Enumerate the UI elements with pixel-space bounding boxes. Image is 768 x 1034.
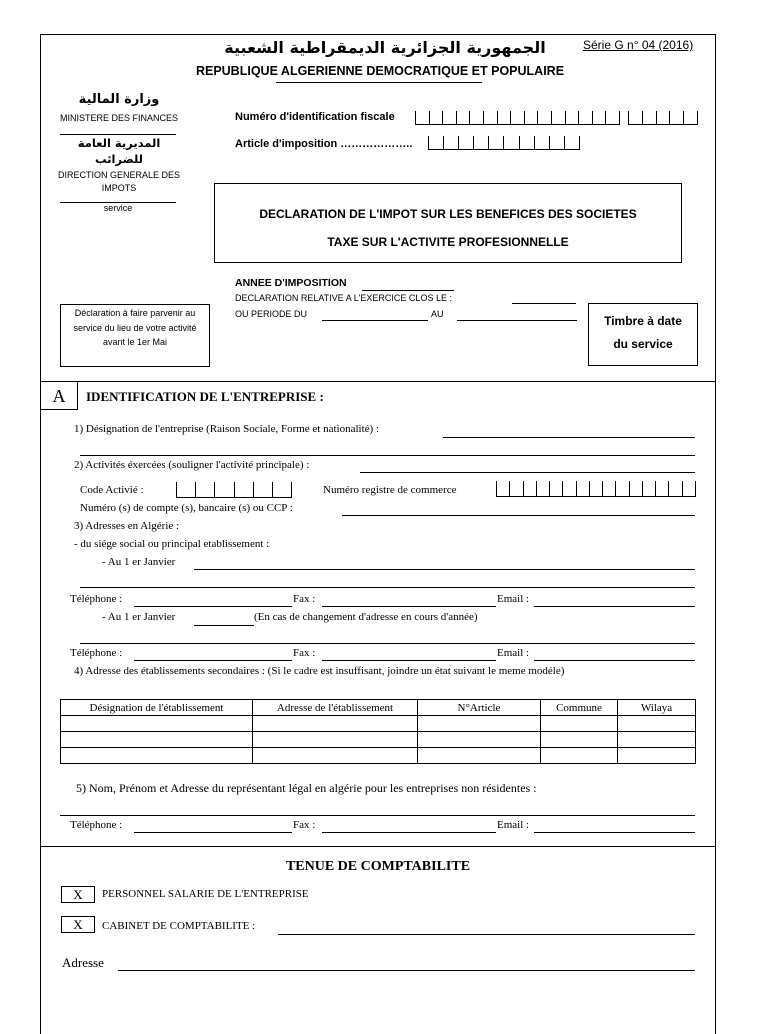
declaration-subtitle: TAXE SUR L'ACTIVITE PROFESIONNELLE [327, 235, 569, 249]
fax-field-2[interactable] [322, 660, 496, 661]
arabic-direction: المديرية العامة للضرائب [77, 136, 161, 166]
compte-field[interactable] [342, 515, 695, 516]
direction-label: DIRECTION GENERALE DES IMPOTS [57, 170, 181, 193]
adresse-label: Adresse [62, 955, 104, 970]
fax-label-1: Fax : [293, 593, 316, 605]
declaration-title-box [214, 183, 682, 263]
q5-label: 5) Nom, Prénom et Adresse du représentant légal en algérie pour les entreprises non résidentes : [76, 781, 537, 795]
q1-field-continued[interactable] [80, 455, 695, 456]
republic-title: REPUBLIQUE ALGERIENNE DEMOCRATIQUE ET POPULAIRE [195, 64, 565, 78]
series-label: Série G n° 04 (2016) [583, 38, 694, 52]
email-label-3: Email : [497, 819, 530, 831]
q2-label: 2) Activités éxercées (souligner l'activité principale) : [74, 459, 310, 471]
table-row[interactable] [61, 732, 696, 748]
table-row[interactable] [61, 748, 696, 764]
notice-text: Déclaration à faire parvenir au service du lieu de votre activité avant le 1er Mai [73, 308, 197, 347]
adresse-field[interactable] [118, 970, 695, 971]
siege-janvier-label: - Au 1 er Janvier [102, 556, 176, 568]
tenue-title: TENUE DE COMPTABILITE [285, 859, 471, 874]
cabinet-label: CABINET DE COMPTABILITE : [102, 920, 256, 932]
changement-janvier-label: - Au 1 er Janvier [102, 611, 176, 623]
telephone-label-3: Téléphone : [70, 819, 123, 831]
email-label-2: Email : [497, 647, 530, 659]
email-label-1: Email : [497, 593, 530, 605]
au-label: AU [431, 309, 444, 319]
col-wilaya-header: Wilaya [618, 700, 696, 716]
fax-field-1[interactable] [322, 606, 496, 607]
changement-date-field[interactable] [194, 625, 254, 626]
q4-label: 4) Adresse des établissements secondaires : (Si le cadre est insuffisant, joindre un état suivant le meme modéle) [74, 665, 565, 677]
registre-comb[interactable] [496, 481, 696, 497]
republic-underline [276, 82, 482, 83]
changement-note: (En cas de changement d'adresse en cours d'année) [254, 611, 478, 623]
q5-field[interactable] [60, 815, 695, 816]
exercice-date-field[interactable] [512, 303, 576, 304]
stamp-text: Timbre à date du service [604, 314, 682, 351]
cabinet-field[interactable] [278, 934, 695, 935]
telephone-field-1[interactable] [134, 606, 292, 607]
compte-label: Numéro (s) de compte (s), bancaire (s) ou CCP : [80, 502, 293, 514]
nif-comb-main[interactable] [415, 111, 620, 125]
annee-imposition-label: ANNEE D'IMPOSITION [235, 277, 347, 289]
service-label: service [103, 203, 133, 213]
article-comb[interactable] [428, 136, 580, 150]
tenue-top-rule [40, 846, 716, 847]
cabinet-checkbox[interactable]: X [61, 916, 95, 933]
changement-address-field[interactable] [80, 643, 695, 644]
periode-from-field[interactable] [322, 320, 428, 321]
table-row[interactable] [61, 716, 696, 732]
col-designation-header: Désignation de l'établissement [61, 700, 253, 716]
q1-field[interactable] [443, 437, 695, 438]
section-a-top-rule [40, 381, 716, 382]
q1-label: 1) Désignation de l'entreprise (Raison Sociale, Forme et nationalité) : [74, 423, 380, 435]
arabic-republic-title: الجمهورية الجزائرية الديمقراطية الشعبية [224, 38, 546, 57]
establishments-table [60, 699, 696, 764]
email-field-1[interactable] [534, 606, 695, 607]
col-article-header: N°Article [418, 700, 541, 716]
arabic-ministry: وزارة المالية [78, 92, 160, 107]
code-activite-label: Code Activié : [80, 484, 144, 496]
q2-field[interactable] [360, 472, 695, 473]
declaration-title: DECLARATION DE L'IMPOT SUR LES BENEFICES DES SOCIETES [259, 207, 637, 221]
fax-label-2: Fax : [293, 647, 316, 659]
periode-label: OU PERIODE DU [235, 309, 308, 319]
personnel-label: PERSONNEL SALARIE DE L'ENTREPRISE [102, 888, 309, 900]
ministry-label: MINISTERE DES FINANCES [59, 113, 178, 123]
siege-label: - du siége social ou principal etablissement : [74, 538, 270, 550]
siege-address-field[interactable] [194, 569, 695, 570]
code-activite-comb[interactable] [176, 482, 292, 498]
q3-label: 3) Adresses en Algérie : [74, 520, 180, 532]
siege-address-field-continued[interactable] [80, 587, 695, 588]
col-adresse-header: Adresse de l'établissement [253, 700, 418, 716]
article-label: Article d'imposition ……………….. [235, 138, 413, 150]
fax-field-3[interactable] [322, 832, 496, 833]
email-field-3[interactable] [534, 832, 695, 833]
telephone-label-2: Téléphone : [70, 647, 123, 659]
telephone-label-1: Téléphone : [70, 593, 123, 605]
table-header-row [61, 700, 696, 716]
nif-comb-suffix[interactable] [628, 111, 698, 125]
col-commune-header: Commune [541, 700, 618, 716]
periode-to-field[interactable] [457, 320, 577, 321]
registre-label: Numéro registre de commerce [323, 484, 457, 496]
section-a-title: IDENTIFICATION DE L'ENTREPRISE : [86, 389, 324, 404]
fax-label-3: Fax : [293, 819, 316, 831]
nif-label: Numéro d'identification fiscale [235, 111, 395, 123]
exercice-label: DECLARATION RELATIVE A L'EXERCICE CLOS LE : [235, 293, 452, 303]
telephone-field-2[interactable] [134, 660, 292, 661]
telephone-field-3[interactable] [134, 832, 292, 833]
section-a-letter: A [40, 381, 78, 410]
annee-imposition-field[interactable] [362, 290, 454, 291]
email-field-2[interactable] [534, 660, 695, 661]
personnel-checkbox[interactable]: X [61, 886, 95, 903]
